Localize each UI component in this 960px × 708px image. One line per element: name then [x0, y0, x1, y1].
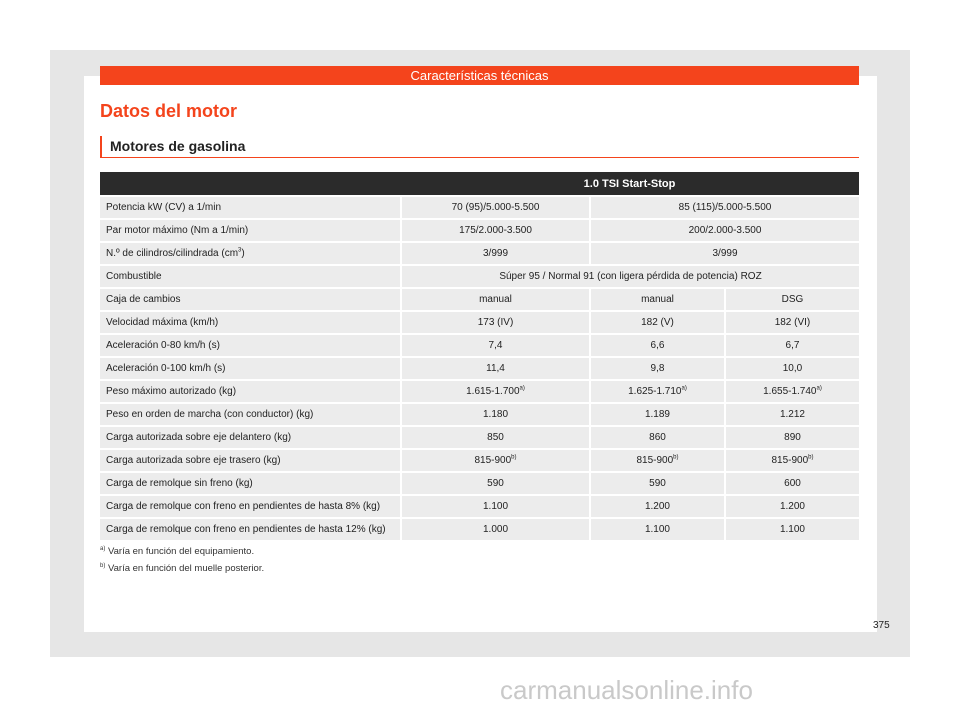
- row-value: 850: [400, 427, 589, 448]
- table-row: [100, 312, 859, 333]
- footnote-text: Varía en función del muelle posterior.: [107, 563, 265, 574]
- row-value: 200/2.000-3.500: [589, 220, 859, 241]
- row-label: Peso en orden de marcha (con conductor) (kg): [100, 404, 400, 425]
- row-value: 1.655-1.740$^{a)}$: [724, 381, 859, 402]
- row-value: 1.100: [724, 519, 859, 540]
- row-value: 1.200: [589, 496, 724, 517]
- row-value: 1.100: [400, 496, 589, 517]
- row-value: manual: [589, 289, 724, 310]
- table-row: [100, 335, 859, 356]
- footnote-b: [100, 563, 264, 574]
- footnote-mark: b): [100, 562, 106, 569]
- table-row: [100, 197, 859, 218]
- table-row: [100, 220, 859, 241]
- header-empty-cell: [100, 172, 400, 195]
- table-row: [100, 519, 859, 540]
- row-value: 3/999: [589, 243, 859, 264]
- row-value: 815-900$^{b)}$: [400, 450, 589, 471]
- section-title: Datos del motor: [100, 101, 238, 121]
- row-label: Aceleración 0-80 km/h (s): [100, 335, 400, 356]
- engine-data-table: [100, 170, 859, 542]
- table-row: [100, 496, 859, 517]
- row-value: 890: [724, 427, 859, 448]
- row-value: 182 (V): [589, 312, 724, 333]
- row-value: 1.625-1.710$^{a)}$: [589, 381, 724, 402]
- watermark: carmanualsonline.info: [500, 675, 753, 705]
- table-row: [100, 404, 859, 425]
- row-value: Súper 95 / Normal 91 (con ligera pérdida de potencia) ROZ: [400, 266, 859, 287]
- row-label: Carga de remolque sin freno (kg): [100, 473, 400, 494]
- page-number: 375: [873, 620, 890, 631]
- row-value: 600: [724, 473, 859, 494]
- row-value: 182 (VI): [724, 312, 859, 333]
- row-value: 815-900$^{b)}$: [724, 450, 859, 471]
- footnote-mark: a): [100, 545, 106, 552]
- footnotes: [100, 546, 264, 580]
- row-value: 1.212: [724, 404, 859, 425]
- row-value: 815-900$^{b)}$: [589, 450, 724, 471]
- row-label: Aceleración 0-100 km/h (s): [100, 358, 400, 379]
- row-value: 85 (115)/5.000-5.500: [589, 197, 859, 218]
- row-label: Carga autorizada sobre eje trasero (kg): [100, 450, 400, 471]
- table-row: [100, 358, 859, 379]
- row-value: DSG: [724, 289, 859, 310]
- row-value: 6,7: [724, 335, 859, 356]
- table-row: [100, 289, 859, 310]
- row-value: 1.000: [400, 519, 589, 540]
- table-row: [100, 381, 859, 402]
- row-label: Carga de remolque con freno en pendientes de hasta 8% (kg): [100, 496, 400, 517]
- table-row: [100, 473, 859, 494]
- table-header-row: [100, 172, 859, 195]
- table-row: [100, 427, 859, 448]
- row-value: 10,0: [724, 358, 859, 379]
- row-label: Par motor máximo (Nm a 1/min): [100, 220, 400, 241]
- footnote-text: Varía en función del equipamiento.: [107, 546, 255, 557]
- row-label: N.º de cilindros/cilindrada $(cm^3)$: [100, 243, 400, 264]
- row-label: Caja de cambios: [100, 289, 400, 310]
- row-value: 1.200: [724, 496, 859, 517]
- row-value: 1.180: [400, 404, 589, 425]
- subsection-title: Motores de gasolina: [100, 136, 859, 158]
- row-label: Carga de remolque con freno en pendientes de hasta 12% (kg): [100, 519, 400, 540]
- row-label: Carga autorizada sobre eje delantero (kg): [100, 427, 400, 448]
- row-value: 590: [589, 473, 724, 494]
- row-label: Combustible: [100, 266, 400, 287]
- row-value: 175/2.000-3.500: [400, 220, 589, 241]
- row-value: 860: [589, 427, 724, 448]
- row-value: 11,4: [400, 358, 589, 379]
- row-value: 1.100: [589, 519, 724, 540]
- row-value: 1.615-1.700$^{a)}$: [400, 381, 589, 402]
- row-value: 7,4: [400, 335, 589, 356]
- row-value: 70 (95)/5.000-5.500: [400, 197, 589, 218]
- row-label: Peso máximo autorizado (kg): [100, 381, 400, 402]
- row-value: 9,8: [589, 358, 724, 379]
- row-label: Potencia kW (CV) a 1/min: [100, 197, 400, 218]
- row-value: 3/999: [400, 243, 589, 264]
- row-value: 590: [400, 473, 589, 494]
- footnote-a: [100, 546, 264, 557]
- table-row: [100, 266, 859, 287]
- row-value: 1.189: [589, 404, 724, 425]
- row-value: manual: [400, 289, 589, 310]
- row-value: 173 (IV): [400, 312, 589, 333]
- engine-name-header: 1.0 TSI Start-Stop: [400, 172, 859, 195]
- row-label: Velocidad máxima (km/h): [100, 312, 400, 333]
- row-value: 6,6: [589, 335, 724, 356]
- table-row: [100, 243, 859, 264]
- table-row: [100, 450, 859, 471]
- chapter-header: Características técnicas: [100, 66, 859, 85]
